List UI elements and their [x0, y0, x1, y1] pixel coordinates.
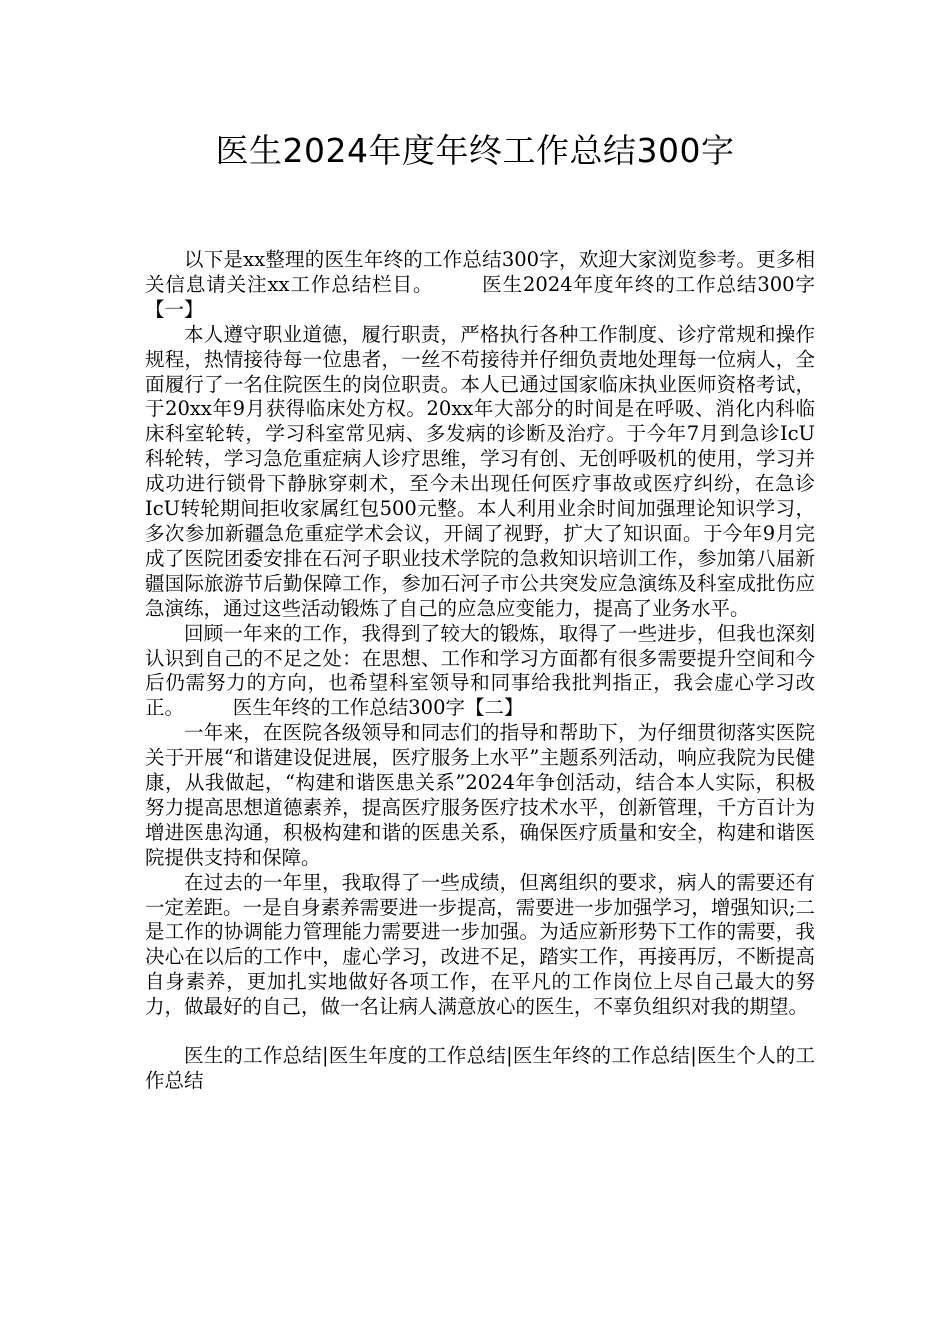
document-body: [145, 248, 815, 1094]
body-paragraph-2-text: 回顾一年来的工作，我得到了较大的锻炼，取得了一些进步，但我也深刻认识到自己的不足之处：在思想、工作和学习方面都有很多需要提升空间和今后仍需努力的方向，也希望科室领导和同事给我批判指正，我会虚心学习改正。: [145, 621, 815, 720]
intro-paragraph: [145, 248, 815, 323]
body-paragraph-4: 在过去的一年里，我取得了一些成绩，但离组织的要求，病人的需要还有一定差距。一是自身素养需要进一步提高，需要进一步加强学习，增强知识;二是工作的协调能力管理能力需要进一步加强。为适应新形势下工作的需要，我决心在以后的工作中，虚心学习，改进不足，踏实工作，再接再厉，不断提高自身素养，更加扎实地做好各项工作，在平凡的工作岗位上尽自己最大的努力，做最好的自己，做一名让病人满意放心的医生，不辜负组织对我的期望。: [145, 870, 815, 1019]
intro-text: 以下是xx整理的医生年终的工作总结300字，欢迎大家浏览参考。更多相关信息请关注xx工作总结栏目。: [145, 248, 815, 296]
body-paragraph-3: 一年来，在医院各级领导和同志们的指导和帮助下，为仔细贯彻落实医院关于开展“和谐建设促进展，医疗服务上水平”主题系列活动，响应我院为民健康，从我做起，“构建和谐医患关系”2024年争创活动，结合本人实际，积极努力提高思想道德素养，提高医疗服务医疗技术水平，创新管理，千方百计为增进医患沟通，积极构建和谐的医患关系，确保医疗质量和安全，构建和谐医院提供支持和保障。: [145, 721, 815, 869]
body-paragraph-1: 本人遵守职业道德，履行职责，严格执行各种工作制度、诊疗常规和操作规程，热情接待每一位患者，一丝不苟接待并仔细负责地处理每一位病人，全面履行了一名住院医生的岗位职责。本人已通过国家临床执业医师资格考试，于20xx年9月获得临床处方权。20xx年大部分的时间是在呼吸、消化内科临床科室轮转，学习科室常见病、多发病的诊断及治疗。于今年7月到急诊IcU科轮转，学习急危重症病人诊疗思维，学习有创、无创呼吸机的使用，学习并成功进行锁骨下静脉穿刺术，至今未出现任何医疗事故或医疗纠纷，在急诊IcU转轮期间拒收家属红包500元整。本人利用业余时间加强理论知识学习，多次参加新疆急危重症学术会议，开阔了视野，扩大了知识面。于今年9月完成了医院团委安排在石河子职业技术学院的急救知识培训工作，参加第八届新疆国际旅游节后勤保障工作，参加石河子市公共突发应急演练及科室成批伤应急演练，通过这些活动锻炼了自己的应急应变能力，提高了业务水平。: [145, 322, 815, 620]
related-topics-links: 医生的工作总结|医生年度的工作总结|医生年终的工作总结|医生个人的工作总结: [145, 1044, 815, 1092]
body-paragraph-2: [145, 622, 815, 722]
section-heading-1: 医生2024年度年终的工作总结300字【一】: [145, 272, 815, 321]
section-heading-2: 医生年终的工作总结300字【二】: [232, 696, 524, 720]
document-title: 医生2024年度年终工作总结300字: [215, 131, 735, 170]
